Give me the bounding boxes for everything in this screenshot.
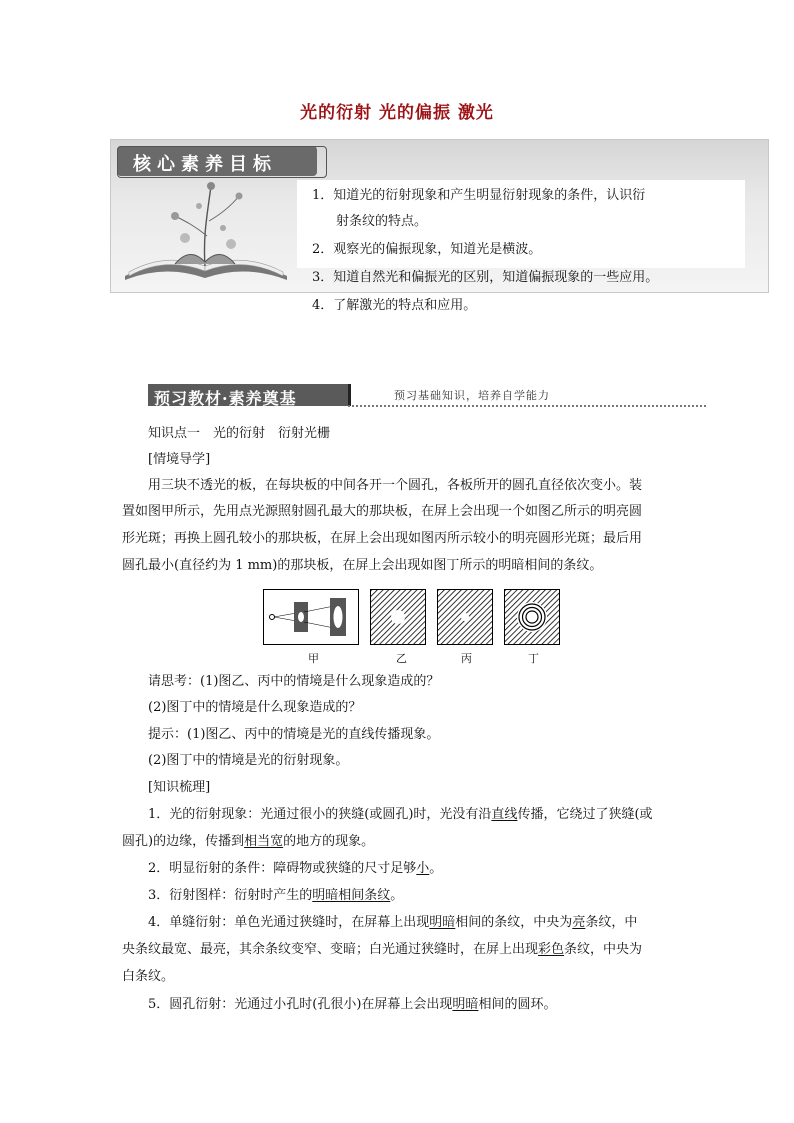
k4-text-b: 相间的条纹，中央为 (455, 915, 573, 930)
situation-line-2: 置如图甲所示，先用点光源照射圆孔最大的那块板，在屏上会出现一个如图乙所示的明亮圆 (122, 504, 643, 519)
k5-underline: 明暗 (452, 997, 479, 1012)
situation-line-1: 用三块不透光的板，在每块板的中间各开一个圆孔，各板所开的圆孔直径依次变小。装 (148, 478, 643, 493)
section-divider (348, 405, 706, 407)
knowledge-item-3 (148, 886, 403, 906)
knowledge-point-heading: 知识点一 光的衍射 衍射光栅 (148, 426, 331, 441)
section-title: 预习教材·素养奠基 (154, 389, 297, 408)
k4-text-c: 条纹，中 (585, 915, 638, 930)
knowledge-item-1-cont (122, 832, 374, 852)
figure-bing (437, 589, 493, 645)
knowledge-item-4-cont2: 白条纹。 (122, 969, 175, 984)
question-1: 请思考：(1)图乙、丙中的情境是什么现象造成的？ (148, 674, 440, 689)
k3-text-a: 3．衍射图样：衍射时产生的 (148, 888, 313, 903)
k4-underline-2: 亮 (572, 915, 586, 930)
section-header (148, 384, 706, 408)
k5-text-a: 5．圆孔衍射：光通过小孔时(孔很小)在屏幕上会出现 (148, 997, 453, 1012)
goal-line-1: 1．知道光的衍射现象和产生明显衍射现象的条件，认识衍 (312, 188, 646, 203)
k2-text-a: 2．明显衍射的条件：障碍物或狭缝的尺寸足够 (148, 861, 417, 876)
situation-line-4: 圆孔最小(直径约为 1 mm)的那块板，在屏上会出现如图丁所示的明暗相间的条纹。 (122, 558, 603, 573)
k5-text-b: 相间的圆环。 (478, 997, 557, 1012)
goal-line-3: 3．知道自然光和偏振光的区别，知道偏振现象的一些应用。 (312, 270, 659, 285)
k1-underline-2: 相当宽 (244, 834, 284, 849)
goal-line-2: 2．观察光的偏振现象，知道光是横波。 (312, 242, 542, 257)
page-title: 光的衍射 光的偏振 激光 (300, 103, 494, 123)
figure-label-yi: 乙 (396, 652, 407, 665)
figure-label-bing: 丙 (461, 652, 472, 665)
section-subtitle: 预习基础知识，培养自学能力 (394, 389, 550, 402)
k1-text-a: 1．光的衍射现象：光通过很小的狭缝(或圆孔)时，光没有沿 (148, 807, 492, 822)
k4-text-e: 条纹，中央为 (564, 942, 643, 957)
k4-text-d: 央条纹最宽、最亮，其余条纹变窄、变暗；白光通过狭缝时，在屏上出现 (122, 942, 539, 957)
banner-label: 核心素养目标 (133, 154, 277, 175)
k4-underline-3: 彩色 (538, 942, 565, 957)
k2-underline: 小 (416, 861, 430, 876)
k3-text-b: 。 (390, 888, 404, 903)
knowledge-item-4 (148, 913, 637, 933)
section-title-box (148, 384, 351, 406)
situation-line-3: 形光斑；再换上圆孔较小的那块板，在屏上会出现如图丙所示较小的明亮圆形光斑；最后用 (122, 531, 643, 546)
open-book-icon (115, 176, 295, 288)
k3-underline: 明暗相间条纹 (312, 888, 391, 903)
knowledge-item-2 (148, 859, 442, 879)
figure-ding (504, 589, 560, 645)
k1-text-b: 传播，它绕过了狭缝(或 (517, 807, 653, 822)
goal-line-1-cont: 射条纹的特点。 (336, 214, 428, 229)
k1-text-d: 的地方的现象。 (283, 834, 375, 849)
hint-2: (2)图丁中的情境是光的衍射现象。 (148, 753, 349, 768)
figure-label-jia: 甲 (308, 652, 319, 665)
figure-jia (263, 589, 359, 645)
k4-underline-1: 明暗 (429, 915, 456, 930)
goal-line-4: 4．了解激光的特点和应用。 (312, 298, 477, 313)
figure-label-ding: 丁 (528, 652, 539, 665)
hint-1: 提示：(1)图乙、丙中的情境是光的直线传播现象。 (148, 727, 440, 742)
k2-text-b: 。 (429, 861, 443, 876)
knowledge-item-4-cont (122, 940, 642, 960)
knowledge-item-5 (148, 995, 556, 1015)
figure-yi (370, 589, 426, 645)
k1-underline-1: 直线 (491, 807, 518, 822)
knowledge-item-1 (148, 805, 653, 825)
situation-tag: [情境导学] (148, 452, 211, 467)
question-2: (2)图丁中的情境是什么现象造成的？ (148, 700, 362, 715)
k4-text-a: 4．单缝衍射：单色光通过狭缝时，在屏幕上出现 (148, 915, 430, 930)
knowledge-tag: [知识梳理] (148, 780, 211, 795)
k1-text-c: 圆孔)的边缘，传播到 (122, 834, 245, 849)
